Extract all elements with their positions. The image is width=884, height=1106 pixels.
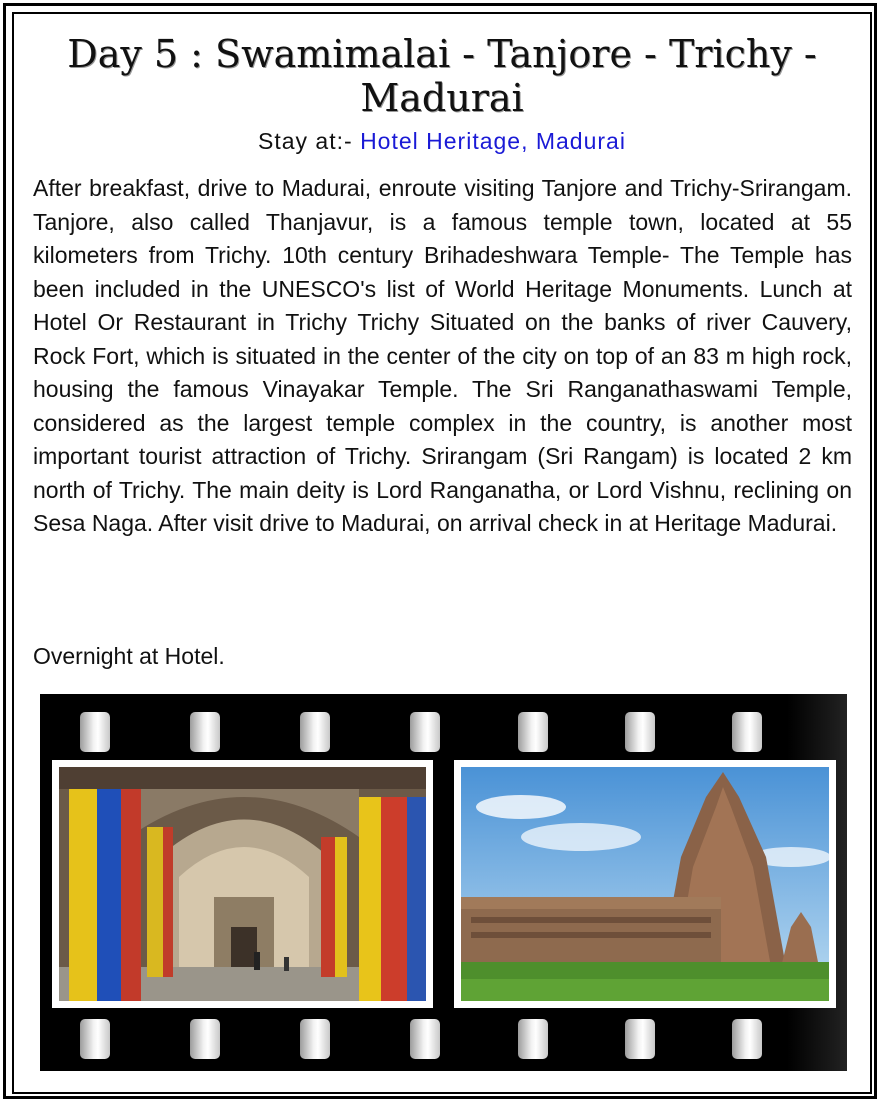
sprocket-hole — [732, 1019, 762, 1059]
sprocket-hole — [410, 712, 440, 752]
sprocket-hole — [190, 1019, 220, 1059]
itinerary-description: After breakfast, drive to Madurai, enroute visiting Tanjore and Trichy-Srirangam. Tanjore, also called Thanjavur, is a famous temple town, located at 55 kilometers from Trichy. 10th century Brihadeshwara Temple- The Temple has been included in the UNESCO's list of World Heritage Monuments. Lunch at Hotel Or Restaurant in Trichy Trichy Situated on the banks of river Cauvery, Rock Fort, which is situated in the center of the city on top of an 83 m high rock, housing the famous Vinayakar Temple. The Sri Ranganathaswami Temple, considered as the largest temple complex in the country, is another most important tourist attraction of Trichy. Srirangam (Sri Rangam) is located 2 km north of Trichy. The main deity is Lord Ranganatha, or Lord Vishnu, reclining on Sesa Naga. After visit drive to Madurai, on arrival check in at Heritage Madurai. — [33, 175, 852, 536]
sprocket-hole — [300, 712, 330, 752]
sprocket-hole — [518, 1019, 548, 1059]
sprocket-hole — [625, 712, 655, 752]
brihadeshwara-temple-photo — [454, 760, 836, 1008]
sprocket-hole — [190, 712, 220, 752]
stay-line — [22, 128, 862, 155]
hotel-name: Hotel Heritage, Madurai — [360, 128, 626, 154]
sprocket-hole — [300, 1019, 330, 1059]
page-title: Day 5 : Swamimalai - Tanjore - Trichy - Madurai — [67, 32, 817, 120]
sprocket-hole — [625, 1019, 655, 1059]
palace-interior-photo — [52, 760, 433, 1008]
sprocket-hole — [80, 1019, 110, 1059]
overnight-note: Overnight at Hotel. — [33, 643, 225, 669]
filmstrip — [40, 694, 847, 1071]
sprocket-hole — [518, 712, 548, 752]
sprocket-hole — [410, 1019, 440, 1059]
stay-label: Stay at:- — [258, 128, 361, 154]
sprocket-hole — [80, 712, 110, 752]
sprocket-hole — [732, 712, 762, 752]
